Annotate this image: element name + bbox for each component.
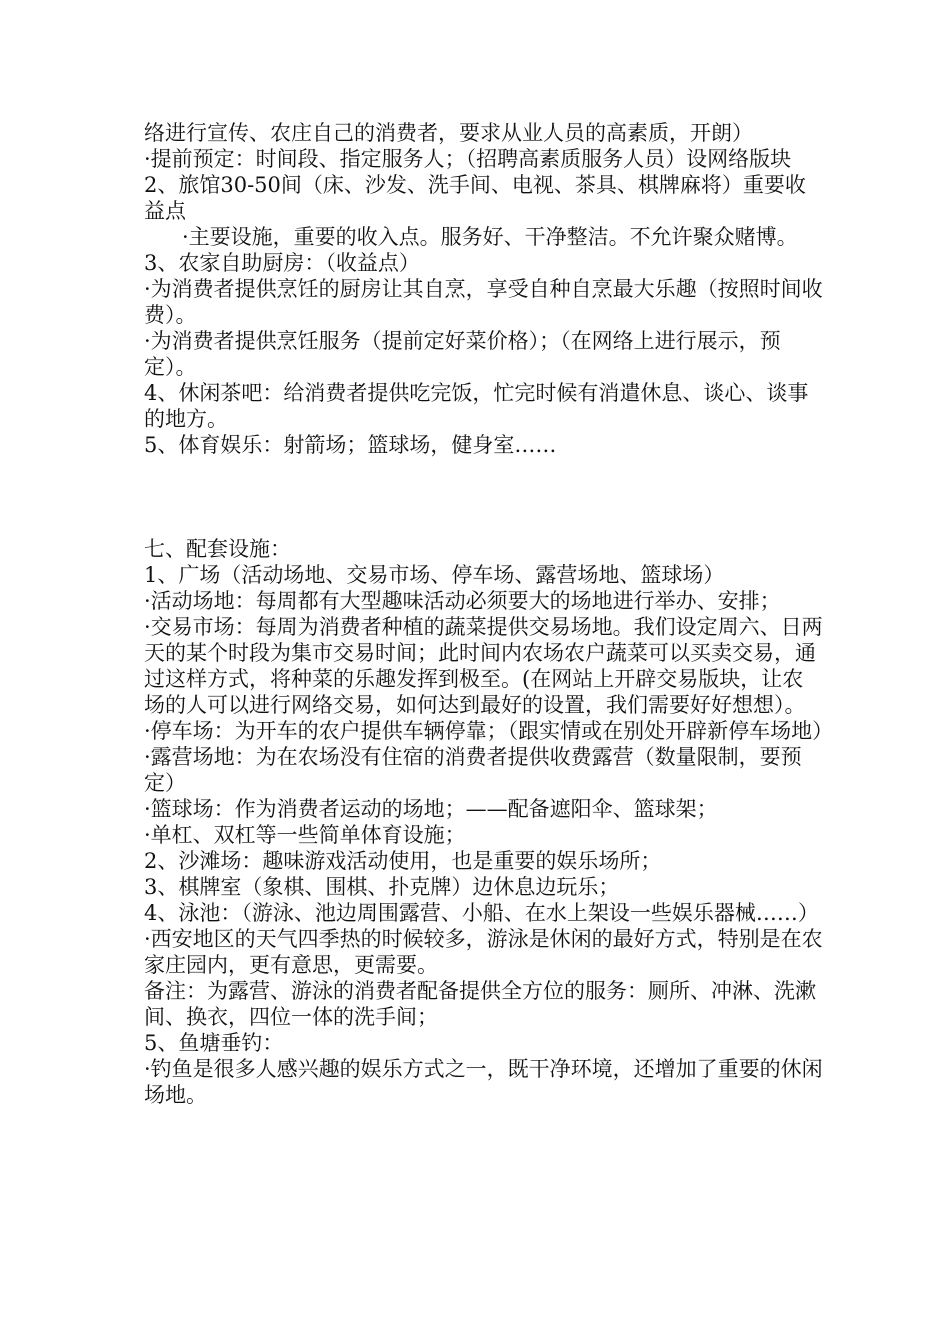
document-body xyxy=(144,120,834,1108)
paragraph-market: ·交易市场：每周为消费者种植的蔬菜提供交易场地。我们设定周六、日两天的某个时段为集市交易时间；此时间内农场农户蔬菜可以买卖交易，通过这样方式，将种菜的乐趣发挥到极至。(在网站上开辟交易版块，让农场的人可以进行网络交易，如何达到最好的设置，我们需要好好想想）。 xyxy=(144,615,823,717)
paragraph-beach: 2、沙滩场：趣味游戏活动使用，也是重要的娱乐场所； xyxy=(144,849,662,873)
paragraph-chess-room: 3、棋牌室（象棋、围棋、扑克牌）边休息边玩乐； xyxy=(144,875,620,899)
paragraph-tea-bar: 4、休闲茶吧：给消费者提供吃完饭，忙完时候有消遣休息、谈心、谈事的地方。 xyxy=(144,381,809,431)
paragraph-promotion-continued: 络进行宣传、农庄自己的消费者，要求从业人员的高素质，开朗） xyxy=(144,121,753,145)
paragraph-hotel-facilities: ·主要设施，重要的收入点。服务好、干净整洁。不允许聚众赌博。 xyxy=(182,225,798,249)
paragraph-note: 备注：为露营、游泳的消费者配备提供全方位的服务：厕所、冲淋、洗漱间、换衣，四位一体的洗手间； xyxy=(144,979,816,1029)
paragraph-pool-weather: ·西安地区的天气四季热的时候较多，游泳是休闲的最好方式，特别是在农家庄园内，更有意思，更需要。 xyxy=(144,927,823,977)
section-heading-facilities: 七、配套设施： xyxy=(144,537,291,561)
paragraph-gym-bars: ·单杠、双杠等一些简单体育设施； xyxy=(144,823,466,847)
paragraph-kitchen: 3、农家自助厨房：（收益点） xyxy=(144,251,420,275)
paragraph-fishing: 5、鱼塘垂钓： xyxy=(144,1031,284,1055)
paragraph-hotel: 2、旅馆30-50间（床、沙发、洗手间、电视、茶具、棋牌麻将）重要收益点 xyxy=(144,173,806,223)
paragraph-basketball: ·篮球场：作为消费者运动的场地；——配备遮阳伞、篮球架； xyxy=(144,797,718,821)
paragraph-camping: ·露营场地：为在农场没有住宿的消费者提供收费露营（数量限制，要预定） xyxy=(144,745,802,795)
section-gap xyxy=(144,458,824,536)
paragraph-parking: ·停车场：为开车的农户提供车辆停靠；（跟实情或在别处开辟新停车场地） xyxy=(144,719,834,743)
paragraph-fishing-detail: ·钓鱼是很多人感兴趣的娱乐方式之一，既干净环境，还增加了重要的休闲场地。 xyxy=(144,1057,823,1107)
paragraph-square: 1、广场（活动场地、交易市场、停车场、露营场地、篮球场） xyxy=(144,563,725,587)
paragraph-kitchen-self-cook: ·为消费者提供烹饪的厨房让其自烹，享受自种自烹最大乐趣（按照时间收费）。 xyxy=(144,277,823,327)
paragraph-activity-area: ·活动场地：每周都有大型趣味活动必须要大的场地进行举办、安排； xyxy=(144,589,781,613)
paragraph-sports: 5、体育娱乐：射箭场；篮球场，健身室…… xyxy=(144,433,557,457)
paragraph-pool: 4、泳池：（游泳、池边周围露营、小船、在水上架设一些娱乐器械……） xyxy=(144,901,819,925)
paragraph-kitchen-service: ·为消费者提供烹饪服务（提前定好菜价格）；（在网络上进行展示，预定）。 xyxy=(144,329,781,379)
paragraph-advance-booking: ·提前预定：时间段、指定服务人；（招聘高素质服务人员）设网络版块 xyxy=(144,147,792,171)
